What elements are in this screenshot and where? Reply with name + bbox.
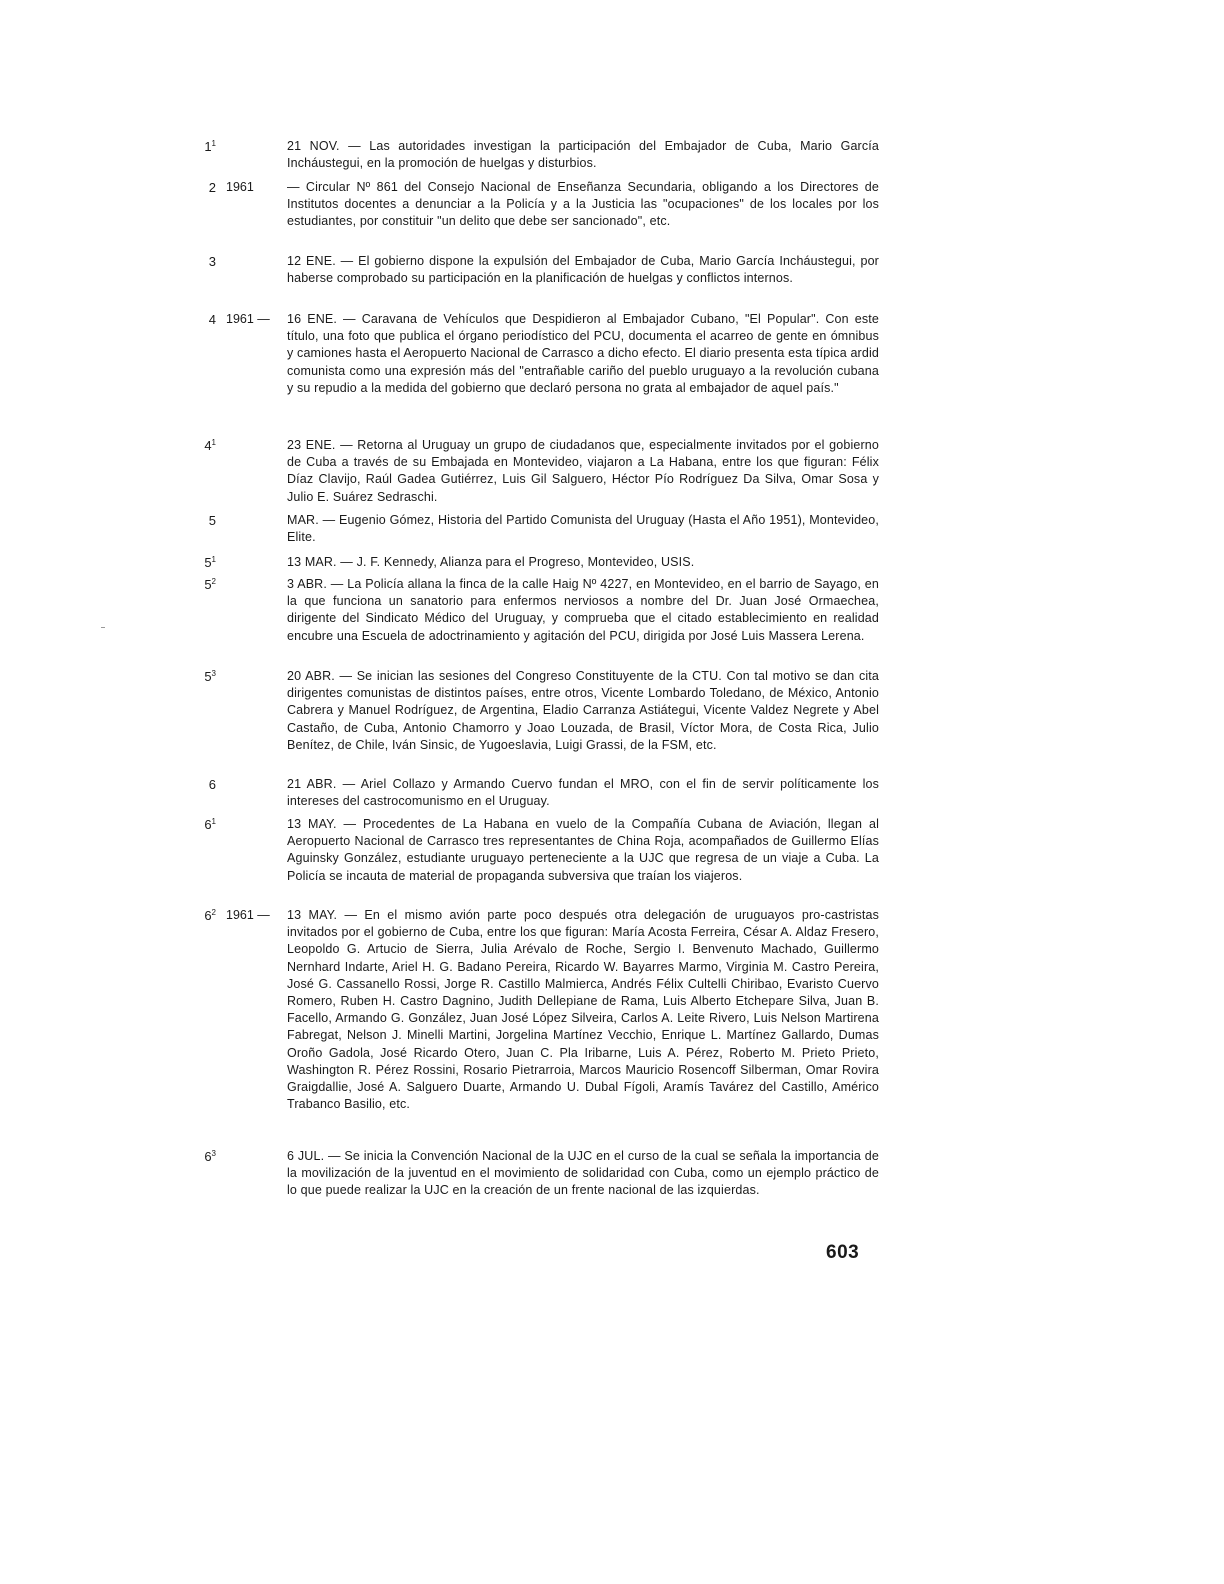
margin-mark xyxy=(101,627,105,628)
entry-index: $4^1$ xyxy=(204,438,216,453)
entry-index: 2 xyxy=(208,180,216,195)
entry-text: 21 NOV. — Las autoridades investigan la participación del Embajador de Cuba, Mario García Incháustegui, en la promoción de huelgas y disturbios. xyxy=(287,139,879,171)
entry-index: $6^2$ xyxy=(204,908,216,923)
page-number: 603 xyxy=(826,1242,860,1263)
entry-index: $5^2$ xyxy=(204,577,216,592)
entry-text: — Circular Nº 861 del Consejo Nacional de Enseñanza Secundaria, obligando a los Directores de Institutos docentes a denunciar a la Policía y a la Justicia las "ocupaciones" de los locales por los estudiantes, por constituir "un delito que debe ser sancionado", etc. xyxy=(287,180,879,229)
entry-text: 13 MAY. — Procedentes de La Habana en vuelo de la Compañía Cubana de Aviación, llegan al Aeropuerto Nacional de Carrasco tres representantes de China Roja, acompañados de Guillermo Elías Aguinsky González, estudiante uruguayo perteneciente a la UJC que regresa de un viaje a Cuba. La Policía se incauta de material de propaganda subversiva que traían los viajeros. xyxy=(287,817,879,883)
entry-index: 6 xyxy=(208,777,216,792)
entry-index: 3 xyxy=(208,254,216,269)
entry-index: 5 xyxy=(208,513,216,528)
entry-index: $6^1$ xyxy=(204,817,216,832)
entry-text: 20 ABR. — Se inician las sesiones del Congreso Constituyente de la CTU. Con tal motivo se dan cita dirigentes comunistas de distintos países, entre otros, Vicente Lombardo Toledano, de México, Antonio Cabrera y Manuel Rodríguez, de Argentina, Eladio Carranza Astiátegui, Vicente Valdez Negrete y Abel Castaño, de Cuba, Antonio Chamorro y Joao Louzada, de Brasil, Víctor Mora, de Costa Rica, Julio Benítez, de Chile, Iván Sinsic, de Yugoeslavia, Luigi Grassi, de la FSM, etc. xyxy=(287,669,879,752)
entry-text: 16 ENE. — Caravana de Vehículos que Despidieron al Embajador Cubano, "El Popular". Con este título, una foto que publica el órgano periodístico del PCU, documenta el acarreo de gente en ómnibus y camiones hasta el Aeropuerto Nacional de Carrasco a dicho efecto. El diario presenta esta típica ardid comunista como una expresión más del "entrañable cariño del pueblo uruguayo a la revolución cubana y su repudio a la medida del gobierno que declaró persona no grata al embajador de aquel país." xyxy=(287,312,879,395)
entry-year: 1961 — xyxy=(226,908,270,922)
entry-text: 23 ENE. — Retorna al Uruguay un grupo de ciudadanos que, especialmente invitados por el gobierno de Cuba a través de su Embajada en Montevideo, viajaron a La Habana, entre los que figuran: Félix Díaz Clavijo, Raúl Gadea Gutiérrez, Luis Gil Salguero, Héctor Pío Rodríguez Da Silva, Omar Sosa y Julio E. Suárez Sedraschi. xyxy=(287,438,879,504)
entry-year: 1961 — xyxy=(226,312,270,326)
entry-text: 12 ENE. — El gobierno dispone la expulsión del Embajador de Cuba, Mario García Incháustegui, por haberse comprobado su participación en la planificación de huelgas y conflictos internos. xyxy=(287,254,879,286)
entry-text: 13 MAY. — En el mismo avión parte poco después otra delegación de uruguayos pro-castristas invitados por el gobierno de Cuba, entre los que figuran: María Acosta Ferreira, César A. Aldaz Fresero, Leopoldo G. Artucio de Sierra, Julia Arévalo de Roche, Sergio I. Benvenuto Machado, Guillermo Nernhard Indarte, Ariel H. G. Badano Pereira, Ricardo W. Bayarres Marmo, Virginia M. Castro Pereira, José G. Cassanello Rossi, Jorge R. Castillo Malmierca, Andrés Félix Cultelli Chiribao, Evaristo Cuervo Romero, Ruben H. Castro Dagnino, Judith Dellepiane de Rama, Luis Alberto Etchepare Silva, Juan B. Facello, Armando G. González, Juan José López Silveira, Carlos A. Leite Rivero, Luis Nelson Martirena Fabregat, Nelson J. Minelli Martini, Jorgelina Martínez Vecchio, Enrique L. Martínez Gallardo, Dumas Oroño Gadola, José Ricardo Otero, Juan C. Pla Iribarne, Luis A. Pérez, Roberto M. Prieto Prieto, Washington R. Pérez Rossini, Rosario Pietrarroia, Marcos Mauricio Rosencoff Silberman, Omar Rovira Graigdallie, José A. Salguero Duarte, Armando U. Dubal Fígoli, Aramís Tavárez del Castillo, Américo Trabanco Basilio, etc. xyxy=(287,908,879,1112)
entry-text: MAR. — Eugenio Gómez, Historia del Partido Comunista del Uruguay (Hasta el Año 1951), Montevideo, Elite. xyxy=(287,513,879,545)
entry-index: $5^3$ xyxy=(204,669,216,684)
entry-text: 6 JUL. — Se inicia la Convención Nacional de la UJC en el curso de la cual se señala la importancia de la movilización de la juventud en el movimiento de solidaridad con Cuba, como un ejemplo práctico de lo que puede realizar la UJC en la creación de un frente nacional de las izquierdas. xyxy=(287,1149,879,1198)
entry-text: 3 ABR. — La Policía allana la finca de la calle Haig Nº 4227, en Montevideo, en el barrio de Sayago, en la que funciona un sanatorio para enfermos nerviosos a nombre del Dr. Juan José Ormaechea, dirigente del Sindicato Médico del Uruguay, y comprueba que el citado establecimiento en realidad encubre una Escuela de adoctrinamiento y agitación del PCU, dirigida por José Luis Massera Lerena. xyxy=(287,577,879,643)
entry-index: $5^1$ xyxy=(204,555,216,570)
entry-index: $1^1$ xyxy=(204,139,216,154)
entry-index: $6^3$ xyxy=(204,1149,216,1164)
entry-text: 13 MAR. — J. F. Kennedy, Alianza para el Progreso, Montevideo, USIS. xyxy=(287,555,695,569)
entry-text: 21 ABR. — Ariel Collazo y Armando Cuervo fundan el MRO, con el fin de servir políticamente los intereses del castrocomunismo en el Uruguay. xyxy=(287,777,879,809)
entry-index: 4 xyxy=(208,312,216,327)
entry-year: 1961 xyxy=(226,180,254,194)
